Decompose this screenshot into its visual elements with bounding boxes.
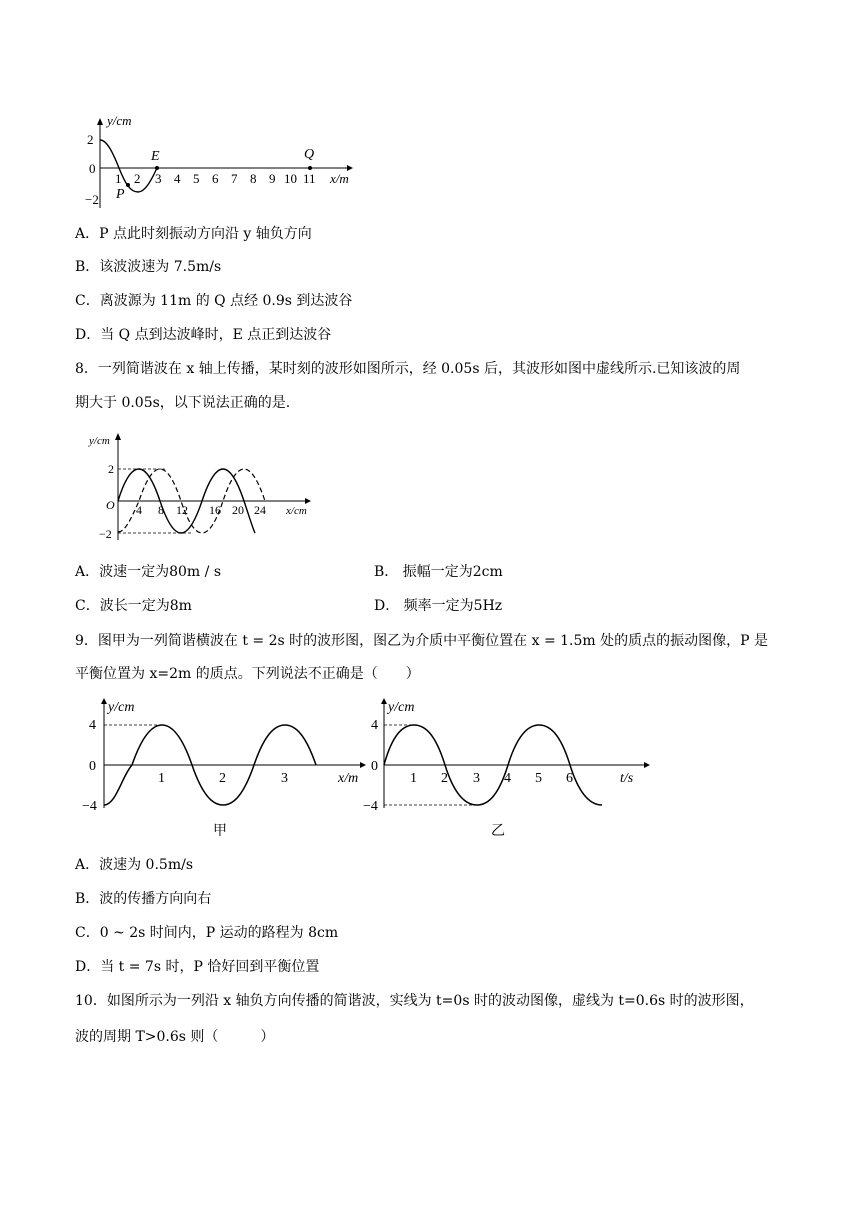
x-tick: 2 xyxy=(219,771,226,786)
origin-label: O xyxy=(106,498,115,512)
x-tick: 4 xyxy=(174,171,181,186)
wave-figure-q8 xyxy=(85,428,325,550)
x-tick: 3 xyxy=(281,771,288,786)
y-axis-label: y/cm xyxy=(89,435,110,447)
q7-option-a: A．P 点此时刻振动方向沿 y 轴负方向 xyxy=(75,226,312,242)
x-tick: 7 xyxy=(231,171,238,186)
x-tick: 5 xyxy=(535,771,542,786)
x-tick: 16 xyxy=(209,503,221,517)
x-tick: 11 xyxy=(303,171,316,186)
q7-option-d: D．当 Q 点到达波峰时，E 点正到达波谷 xyxy=(75,327,332,343)
x-axis-label: t/s xyxy=(620,771,634,786)
x-tick: 2 xyxy=(441,771,448,786)
x-tick: 4 xyxy=(504,771,511,786)
q8-option-d: D． 频率一定为5Hz xyxy=(374,598,503,614)
x-tick: 6 xyxy=(212,171,219,186)
q9-stem-line2: 平衡位置为 x=2m 的质点。下列说法不正确是（ ） xyxy=(75,666,420,682)
x-tick: 12 xyxy=(176,503,188,517)
y-tick: 2 xyxy=(87,132,94,147)
point-p-label: P xyxy=(116,187,125,202)
y-axis-label: y/cm xyxy=(388,700,415,715)
x-tick: 9 xyxy=(269,171,276,186)
x-tick: 2 xyxy=(134,171,141,186)
figure-caption: 乙 xyxy=(491,824,505,838)
figure-caption: 甲 xyxy=(213,824,227,838)
x-tick: 4 xyxy=(136,503,142,517)
x-tick: 10 xyxy=(284,171,297,186)
x-tick: 1 xyxy=(115,171,122,186)
y-tick: 0 xyxy=(89,759,96,774)
q9-option-d: D．当 t = 7s 时，P 恰好回到平衡位置 xyxy=(75,959,320,975)
y-tick: −4 xyxy=(363,799,378,814)
point-e-label: E xyxy=(151,149,160,164)
y-tick: 4 xyxy=(371,718,378,733)
q9-option-b: B．波的传播方向向右 xyxy=(75,891,212,907)
q8-option-b: B． 振幅一定为2cm xyxy=(374,564,503,580)
q8-option-a: A．波速一定为80m / s xyxy=(75,564,222,580)
y-tick: 2 xyxy=(108,462,114,476)
q8-option-c: C．波长一定为8m xyxy=(75,598,192,614)
q9-stem-line1: 9．图甲为一列简谐横波在 t = 2s 时的波形图，图乙为介质中平衡位置在 x = 1.5m 处的质点的振动图像，P 是 xyxy=(75,633,768,649)
wave-figure-q7 xyxy=(85,113,355,213)
x-tick: 1 xyxy=(158,771,165,786)
x-axis-label: x/m xyxy=(338,771,359,786)
y-tick: −2 xyxy=(85,192,99,207)
y-tick: −2 xyxy=(99,527,112,541)
x-tick: 1 xyxy=(410,771,417,786)
x-tick: 5 xyxy=(193,171,200,186)
y-tick: −4 xyxy=(82,799,97,814)
y-tick: 4 xyxy=(89,718,96,733)
x-tick: 8 xyxy=(158,503,164,517)
x-tick: 24 xyxy=(254,503,266,517)
q10-stem-line2: 波的周期 T>0.6s 则（ ） xyxy=(75,1029,275,1045)
y-axis-label: y/cm xyxy=(107,113,132,128)
q10-stem-line1: 10．如图所示为一列沿 x 轴负方向传播的简谐波，实线为 t=0s 时的波动图像，虚线为 t=0.6s 时的波形图， xyxy=(75,993,754,1009)
q9-option-a: A．波速为 0.5m/s xyxy=(75,857,194,873)
x-tick: 3 xyxy=(473,771,480,786)
x-tick: 8 xyxy=(250,171,257,186)
q8-stem-line2: 期大于 0.05s，以下说法正确的是. xyxy=(75,395,291,411)
x-tick: 20 xyxy=(232,503,244,517)
q7-option-b: B．该波波速为 7.5m/s xyxy=(75,259,222,275)
x-axis-label: x/cm xyxy=(286,505,307,517)
x-tick: 3 xyxy=(155,171,162,186)
y-axis-label: y/cm xyxy=(108,700,135,715)
y-tick: 0 xyxy=(89,161,96,176)
vibration-figure-yi xyxy=(362,696,662,838)
wave-figure-jia xyxy=(80,696,370,838)
point-q-label: Q xyxy=(304,147,315,162)
q7-option-c: C．离波源为 11m 的 Q 点经 0.9s 到达波谷 xyxy=(75,293,353,309)
x-tick: 6 xyxy=(566,771,573,786)
q8-stem-line1: 8．一列简谐波在 x 轴上传播，某时刻的波形如图所示，经 0.05s 后，其波形如图中虚线所示.已知该波的周 xyxy=(75,361,741,377)
x-axis-label: x/m xyxy=(330,171,349,186)
y-tick: 0 xyxy=(371,759,378,774)
q9-option-c: C．0 ~ 2s 时间内，P 运动的路程为 8cm xyxy=(75,925,339,941)
